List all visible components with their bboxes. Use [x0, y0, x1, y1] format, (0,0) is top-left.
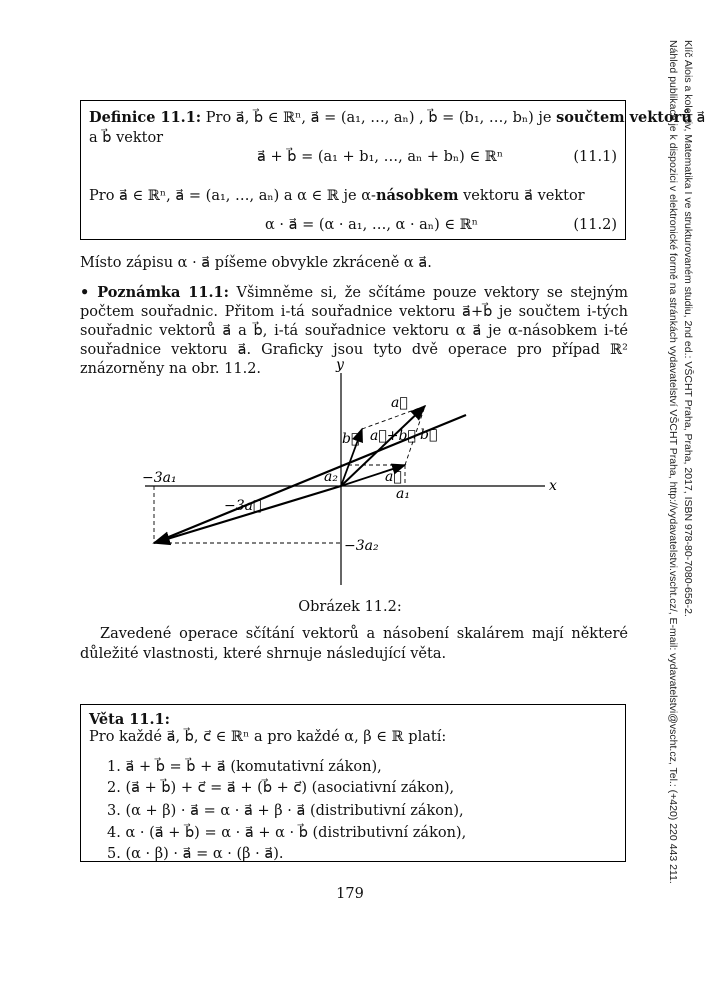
definition-line-3: [89, 185, 585, 207]
label-a1: a₁: [396, 486, 410, 502]
remark-label: • Poznámka 11.1:: [80, 284, 229, 301]
definition-text-3b: vektoru a⃗ vektor: [463, 188, 585, 204]
label-b-left: b⃗: [342, 431, 360, 447]
sidebar-rotated-text: [665, 40, 695, 940]
theorem-item-2: 2. (a⃗ + b⃗) + c⃗ = a⃗ + (b⃗ + c⃗) (asociativní zákon),: [107, 780, 455, 796]
equation-11-1-text: a⃗ + b⃗ = (a₁ + b₁, …, aₙ + bₙ) ∈ ℝⁿ: [257, 149, 504, 165]
theorem-item-1: 1. a⃗ + b⃗ = b⃗ + a⃗ (komutativní zákon),: [107, 759, 382, 775]
label-a-bottom: a⃗: [385, 469, 402, 485]
definition-term-sum: součtem vektorů: [556, 109, 692, 126]
definition-text-1b: a⃗: [696, 110, 705, 126]
definition-text-1a: Pro a⃗, b⃗ ∈ ℝⁿ, a⃗ = (a₁, …, aₙ) , b⃗ = (b₁, …, bₙ) je: [205, 110, 552, 126]
notation-note: Místo zápisu α · a⃗ píšeme obvykle zkráceně α a⃗.: [80, 255, 432, 271]
publication-sidebar: [655, 40, 695, 940]
definition-text-3a: Pro a⃗ ∈ ℝⁿ, a⃗ = (a₁, …, aₙ) a α ∈ ℝ je α-: [89, 188, 376, 204]
equation-11-1-number: (11.1): [573, 149, 617, 165]
label-b-right: b⃗: [420, 427, 438, 443]
definition-label: Definice 11.1:: [89, 109, 202, 126]
theorem-box: [80, 704, 626, 862]
sidebar-line-citation: Klíč Alois a kolektiv, Matematika I ve strukturovaném studiu, 2nd ed.: VŠCHT Praha, Praha, 2017, ISBN 978-80-7080-656-2.: [682, 40, 694, 617]
theorem-item-5: 5. (α · β) · a⃗ = α · (β · a⃗).: [107, 846, 284, 862]
definition-line-2: a b⃗ vektor: [89, 130, 164, 146]
equation-11-1: [81, 147, 625, 167]
y-axis-label: y: [336, 357, 344, 373]
theorem-statement: Pro každé a⃗, b⃗, c⃗ ∈ ℝⁿ a pro každé α, β ∈ ℝ platí:: [89, 729, 447, 745]
label-a-plus-b: a⃗+b⃗: [370, 428, 416, 444]
page-number: 179: [336, 886, 364, 902]
definition-term-multiple: násobkem: [375, 187, 459, 204]
label-minus-3a2: −3a₂: [344, 538, 379, 554]
vector-figure: [140, 355, 560, 595]
theorem-item-4: 4. α · (a⃗ + b⃗) = α · a⃗ + α · b⃗ (distributivní zákon),: [107, 825, 467, 841]
equation-11-2-text: α · a⃗ = (α · a₁, …, α · aₙ) ∈ ℝⁿ: [265, 217, 479, 233]
label-minus-3a: −3a⃗: [224, 498, 262, 514]
label-minus-3a1: −3a₁: [142, 470, 177, 486]
remark-text: Všimněme si, že sčítáme pouze vektory se stejným počtem souřadnic. Přitom i-tá souřadnice vektoru a⃗+b⃗ je součtem i-tých souřadnic vektorů a⃗ a b⃗, i-tá souřadnice vektoru α a⃗ je α-násobkem i-té souřadnice vektoru a⃗. Graficky jsou tyto dvě operace pro případ ℝ² znázorněny na obr. 11.2.: [80, 285, 628, 377]
definition-line-1: [89, 107, 705, 129]
equation-11-2-number: (11.2): [573, 217, 617, 233]
equation-11-2: [81, 215, 625, 235]
theorem-intro: Zavedené operace sčítání vektorů a násobení skalárem mají některé důležité vlastnosti, které shrnuje následující věta.: [80, 626, 628, 662]
figure-caption: Obrázek 11.2:: [298, 599, 402, 615]
label-a2: a₂: [324, 469, 338, 485]
theorem-label-text: Věta 11.1:: [89, 711, 170, 728]
label-a-top: a⃗: [391, 395, 408, 411]
minus-3a-arrow: [154, 486, 341, 543]
definition-box: [80, 100, 705, 240]
theorem-item-3: 3. (α + β) · a⃗ = α · a⃗ + β · a⃗ (distributivní zákon),: [107, 803, 464, 819]
x-axis-label: x: [549, 478, 557, 494]
sidebar-line-preview: Náhled publikace je k dispozici v elektronické formě na stránkách vydavatelství VŠCHT Praha, http://vydavatelstvi.vscht.cz/, E-mail: vydavatelstvi@vscht.cz, Tel.: (+420) 220 443 211.: [667, 40, 679, 884]
